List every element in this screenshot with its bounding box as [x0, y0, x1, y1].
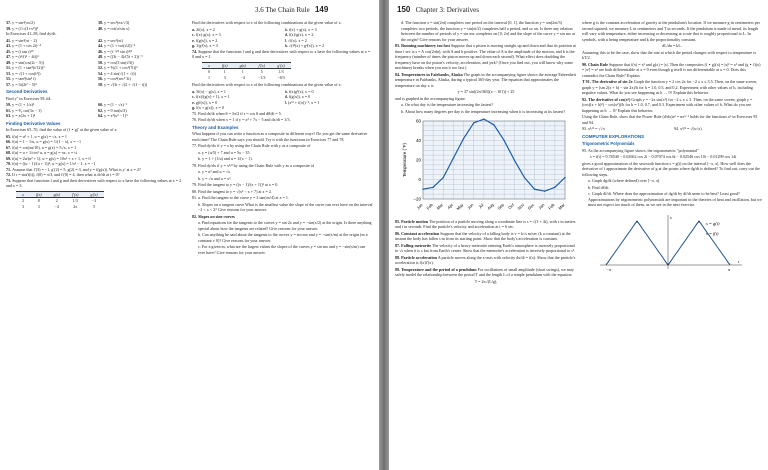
part-item: a. y = u³ and u = √x — [198, 169, 231, 174]
exercise-number: f. — [284, 99, 288, 105]
left-column-1 — [6, 20, 186, 211]
table-cell: 1 — [223, 69, 226, 74]
exercise-number: 38. — [98, 20, 105, 25]
exercise-number: 54. — [98, 70, 105, 76]
y-tick-label: −20 — [413, 196, 421, 202]
exercise-text: f(x) + g(x), x = 3 — [288, 26, 317, 32]
exercise-text: Suppose that functions f and g and their derivatives with respect to x have the following values at x = 2 and x = 3. — [6, 177, 182, 188]
y-tick-label: 60 — [415, 118, 421, 124]
table-cell: −4 — [240, 74, 245, 80]
exercise-text: y = 4 sin(√(1 + √t)) — [104, 70, 136, 76]
exercise-number: 69. — [6, 155, 13, 161]
exercise-text: f(u) = 1 − 1/u, u = g(x) = 1/(1 − x), x = −1 — [12, 139, 82, 144]
x-tick-label: May — [455, 202, 465, 212]
exercise-number: 43. — [6, 43, 13, 48]
data-point — [483, 118, 484, 119]
exercise-number: 55. — [6, 76, 13, 81]
figure-label: s = g(t) — [706, 220, 720, 226]
exercise-title: 90. Chain Rule — [582, 61, 609, 67]
section-heading: COMPUTER EXPLORATIONS — [582, 133, 645, 139]
temperature-chart — [401, 117, 569, 215]
data-point — [534, 189, 535, 190]
left-page — [0, 0, 379, 470]
exercise-text: The graph in the accompanying figure shows the average Fahrenheit temperature in Fairbanks, Alaska, during a typical 365-day year. The equation that approximates the temperature on day x is — [395, 71, 576, 88]
exercise-text: y = √(1 + cos(t²)) — [12, 70, 41, 76]
exercise-text: Suppose that the velocity of a falling body is v = k√s m/sec (k a constant) at the instant the body has fallen s m from its starting point. Show that the body's acceleration is constant. — [395, 230, 571, 241]
exercise-text: y = 9 tan(x/3) — [104, 107, 127, 113]
exercise-text: Assume that f′(3) = −1, g′(2) = 5, g(2) = 3, and y = f(g(x)). What is y′ at x = 2? — [12, 166, 141, 172]
exercise-number: g. — [192, 43, 197, 48]
exercise-item — [98, 113, 186, 119]
table-header: f(x) — [30, 191, 48, 198]
exercise-text: Using the Chain Rule, show that the Power Rule (d/dx)xⁿ = nxⁿ⁻¹ holds for the functions xⁿ in Exercises 93 and 94. — [582, 114, 758, 125]
data-point — [503, 140, 504, 141]
exercise-grid-59 — [6, 102, 186, 119]
exercise-text: y = (t²/(t³ − 4t))³ — [12, 54, 39, 59]
exercise-text: y = 3t(2t² − 5)⁴ — [12, 81, 37, 87]
data-point — [524, 177, 525, 178]
book-gutter — [379, 0, 389, 470]
exercise-title: 83. Running machinery too fast — [395, 43, 450, 48]
left-running-head — [255, 5, 328, 14]
exercise-number: 63. — [6, 113, 13, 118]
exercise-item — [192, 105, 281, 111]
table-cell: 1/3 — [72, 198, 78, 203]
y-tick-label: 20 — [415, 157, 421, 163]
part-item: b. y = 1 + (1/u) and u = 1/(x − 1). — [198, 156, 253, 161]
exercise-text: y = (1 + cot(t/2))⁻² — [104, 43, 136, 48]
exercise-number: 40. — [98, 25, 105, 31]
running-head-text: Chapter 3: Derivatives — [415, 6, 479, 14]
exercise-title: 89. Temperature and the period of a pendulum — [395, 266, 477, 272]
x-tick-label: Feb — [425, 202, 434, 211]
exercise-number: d. — [284, 32, 289, 37]
part-item: a. y = (u/5) + 7 and u = 5x − 35 — [198, 149, 250, 155]
data-point — [564, 177, 565, 178]
exercise-text: f(u) = u + 1/cos² u, u = g(x) = πx, x = ¼ — [12, 150, 78, 155]
exercise-number: 37. — [6, 20, 13, 25]
table-cell: 3 — [37, 203, 40, 209]
exercise-text: f(x)/(g(x) + 1), x = 1 — [195, 94, 230, 99]
exercise-text: y = cot(π/sin x) — [104, 25, 130, 31]
section-heading: Theory and Examples — [192, 124, 239, 130]
table-cell: 3 — [22, 203, 24, 209]
exercise-text: Suppose that the functions f and g and their derivatives with respect to x have the following values at x = 0 and x = 1. — [192, 48, 371, 59]
figure-label: π — [728, 266, 731, 272]
exercise-81b: b. Slopes on a tangent curve What is the smallest value the slope of the curve can ever have on the interval −2 < x < 2? Give reasons for your answer. — [198, 201, 373, 212]
exercise-number: 73. — [6, 177, 13, 183]
exercise-item — [98, 82, 186, 88]
page-number: 149 — [314, 5, 329, 14]
table-cell: 1 — [208, 74, 210, 80]
exercise-number: a. — [192, 26, 197, 32]
exercise-74 — [192, 49, 373, 60]
exercise-77: 77. Find dy/dx if y = x by using the Chain Rule with y as a composite of — [192, 143, 311, 148]
section-heading: Finding Derivative Values — [6, 120, 61, 126]
exercise-text: f(u) = u⁵ + 1, u = g(x) = √x, x = 1 — [12, 133, 67, 139]
data-point — [422, 189, 423, 190]
values-table — [16, 191, 104, 210]
exercise-82: 82. Slopes on sine curves — [192, 213, 235, 219]
exercise-text: Assuming this to be the case, show that the rate at which the period changes with respect to temperature is kT/2. — [582, 49, 756, 60]
exercise-item — [6, 113, 94, 119]
data-point — [463, 138, 464, 139]
exercise-text: f(x + g(x)), x = 0 — [196, 105, 224, 110]
right-column-2 — [582, 20, 762, 274]
values-table — [202, 62, 291, 81]
page-number: 150 — [397, 5, 411, 14]
parts-list — [588, 178, 762, 208]
x-tick-label: Aug — [486, 202, 495, 211]
part-item: c. Graph df/dt. Where does the approximation of dg/dt by df/dt seem to be best? Least good? Approximations by trigonometric polynomials are important in the theories of heat and oscillation, but we must not expect too much of them, as we see in the next exercise. — [588, 191, 762, 207]
data-point — [544, 191, 545, 192]
exercise-title: 92. The derivative of cos(x²) — [582, 96, 631, 102]
exercise-text: f(g(x)), x = 2 — [195, 37, 218, 43]
intro-59: Find y″ in Exercises 59–64. — [6, 95, 52, 101]
exercise-number: 65. — [6, 133, 13, 139]
exercise-title: 87. Falling meteorite — [395, 242, 432, 248]
table-header: f′(x) — [66, 191, 84, 198]
exercise-text: y = sin²(πx/2) — [12, 20, 35, 25]
exercise-number: e. — [192, 99, 196, 105]
table-cell: 0 — [208, 69, 210, 74]
running-head-text: 3.6 The Chain Rule — [255, 6, 310, 14]
parts-list — [198, 169, 373, 181]
part-item: c. For a given m, what are the largest values the slopes of the curves y = sin mx and y = −sin(x/m) can ever have? Give reasons for your answer. — [198, 244, 366, 255]
x-tick-label: Jul — [477, 202, 485, 210]
exercise-number: 50. — [98, 59, 105, 65]
exercise-text: y = (t⁻³/⁴ sin t)⁴/³ — [104, 48, 133, 54]
x-tick-label: Jan — [415, 202, 424, 211]
exercise-number: 68. — [6, 150, 13, 155]
table-header: g(x) — [48, 191, 66, 198]
exercise-grid-93 — [582, 126, 762, 132]
exercise-text: y = (1 + tan⁴(t/12))³ — [12, 65, 45, 70]
figure-label: s = f(t) — [706, 230, 719, 236]
exercise-text: f(u) = 2u/(u² + 1), u = g(x) = 10x² + x + 1, x = 0 — [12, 155, 91, 161]
exercise-text: y = cos⁴(sec² 3t) — [104, 76, 131, 81]
subsection-heading: Trigonometric Polynomials — [582, 141, 635, 146]
exercise-item — [6, 82, 94, 88]
table-cell: 8 — [37, 198, 40, 203]
data-point — [493, 124, 494, 125]
exercise-number: 66. — [6, 139, 13, 144]
exercise-text: Graph y = −2x sin(x²) for −2 ≤ x ≤ 3. Then, on the same screen, graph y = (cos((x + h)²) − cos(x²))/h for h = 1.0, 0.7, and 0.3. Experiment with other values of h. What do you see happening as h → 0? Explain this behavior. — [582, 96, 753, 113]
table-header: g(x) — [234, 62, 252, 69]
exercise-text: y = √(3t + √(2 + √(1 − t))) — [104, 81, 147, 87]
part-item: a. On what day is the temperature increasing the fastest? — [401, 102, 494, 107]
table-header: g′(x) — [271, 62, 290, 69]
data-point — [453, 157, 454, 158]
exercise-number: 72. — [6, 172, 13, 177]
x-tick-label: Mar — [557, 202, 566, 211]
exercise-76: 76. Find dy/dt when x = 1 if y = x² + 7x − 5 and dx/dt = 1/3. — [192, 117, 291, 122]
table-cell: −1/3 — [258, 74, 266, 80]
exercise-number: 52. — [98, 65, 105, 70]
exercise-text: f(x)·g(x), x = 3 — [195, 32, 221, 37]
right-page — [389, 0, 768, 470]
table-cell: 2π — [73, 203, 78, 209]
exercise-number: 71. — [6, 166, 13, 172]
table-cell: 1/3 — [278, 69, 284, 74]
part-item: b. Can anything be said about the tangents to the curves y = sin mx and y = −sin(x/m) at the origin (m a constant ≠ 0)? Give reasons for your answer. — [198, 232, 368, 243]
table-cell: 2 — [22, 198, 24, 203]
equation: dL/du = kL. — [662, 43, 682, 48]
exercise-text: y = tan²(sin³ t) — [12, 76, 36, 81]
exercise-text: y = (1 + cos 2t)⁻⁴ — [12, 43, 41, 48]
data-point — [432, 187, 433, 188]
x-tick-label: Mar — [435, 202, 444, 211]
exercise-item — [6, 178, 186, 189]
x-tick-label: Apr — [446, 202, 455, 211]
figure-label: s — [670, 214, 672, 220]
intro-41: In Exercises 41–58, find dy/dt. — [6, 31, 57, 36]
exercise-number: c. — [192, 32, 196, 37]
exercise-82d: d. The function x = sin(2πt) completes one period on the interval [0, 1], the function y = sin(2πt/3) completes two periods, the function y = sin(πt/2) completes half a period, and so on. Is there any relation between the number of periods of y = sin mx completes on [0, 2π] and the slope of the curve y = sin mx at the origin? Give reasons for your answer. — [401, 20, 575, 42]
exercise-number: 44. — [98, 43, 105, 48]
exercise-number: 48. — [98, 54, 105, 59]
exercise-number: 57. — [6, 81, 13, 87]
table-cell: 2 — [55, 198, 58, 203]
part-item: b. Find df/dt. — [588, 184, 610, 190]
exercise-number: h. — [284, 43, 289, 48]
intro-65: In Exercises 65–70, find the value of (f ∘ g)′ at the given value of x. — [6, 127, 118, 132]
exercise-number: 47. — [6, 54, 13, 59]
exercise-number: c. — [192, 94, 196, 99]
equation: y = 37 sin[(2π/365)(x − 101)] + 25 — [457, 89, 515, 94]
exercise-number: 64. — [98, 113, 105, 118]
exercise-text: y = x(2x + 1)⁴ — [12, 113, 36, 118]
exercise-text: The velocity of a heavy meteorite entering Earth's atmosphere is inversely proportional to √s when it is s km from Earth's center. Show that the meteorite's acceleration is inversely proportional to s². — [395, 242, 576, 253]
exercise-number: 70. — [6, 161, 13, 166]
exercise-number: b. — [284, 26, 289, 32]
exercise-text: gives a good approximation of the sawtooth function s = g(t) on the interval [−π, π]. How well does the derivative of f approximate the derivative of g at the points where dg/dt is defined? To find out, carry out the following steps. — [582, 160, 760, 177]
table-header: x — [202, 62, 216, 69]
table-cell: 1 — [241, 69, 244, 74]
exercise-number: a. — [192, 88, 197, 94]
exercise-number: b. — [284, 88, 289, 94]
table-row — [202, 75, 291, 81]
parts-list — [401, 102, 577, 114]
exercise-80: 80. Find the tangent to y = √(x² − x + 7) at x = 2. — [192, 188, 272, 194]
exercise-94: 94. x³/⁴ = √(x√x) — [674, 126, 702, 131]
exercise-text: For oscillations of small amplitude (short swings), we may safely model the relationship between the period T and the length L of a simple pendulum with the equation — [395, 266, 574, 277]
table-header: x — [16, 191, 30, 198]
exercise-text: (x¹¹ + f(x))⁻², x = 1 — [287, 99, 320, 105]
data-point — [514, 159, 515, 160]
exercise-text: Graph the function y = 2 cos 2x for −2 ≤ x ≤ 3.5. Then, on the same screen, graph y = (sin 2(x + h) − sin 2x)/h for h = 1.0, 0.5, and 0.2. Experiment with other values of h, including negative values. What do you see happening as h → 0? Explain this behavior. — [582, 79, 758, 95]
exercise-75: 75. Find ds/dt when θ = 3π/2 if s = cos θ and dθ/dt = 5. — [192, 110, 282, 116]
part-item: b. y = √u and u = x³. — [198, 175, 232, 181]
exercise-number: 74. — [192, 48, 199, 54]
exercise-number: 49. — [6, 59, 13, 65]
table-cell: 5 — [260, 69, 263, 74]
data-point — [473, 122, 474, 123]
section-heading: Second Derivatives — [6, 89, 48, 94]
exercise-number: e. — [192, 37, 196, 43]
intro-text: Find the derivatives with respect to x of the following combinations at the given value of x. — [192, 20, 342, 25]
x-tick-label: Sep — [496, 202, 505, 211]
x-tick-label: Dec — [526, 202, 536, 211]
exercise-text: f(x)/g(x), x = 2 — [288, 32, 314, 37]
part-item: a. Graph dg/dt (where defined) over [−π, π]. — [588, 178, 661, 183]
theory-text: What happens if you can write a function as a composite in different ways? Do you get the same derivative each time? The Chain Rule says you should. Try it with the functions in Exercises 77 and 78. — [192, 131, 368, 142]
table-header: g′(x) — [84, 191, 103, 198]
exercise-text: Suppose that f(x) = x² and g(x) = |x|. Then the composites (f ∘ g)(x) = |x|² = x² and (g ∘ f)(x) = |x²| = x² are both differentiable at x = 0 even though g itself is not differentiable at x = 0. Does this contradict the Chain Rule? Explain. — [582, 61, 761, 78]
exercise-text: 2f(x), x = 2 — [196, 26, 215, 32]
table-header: f(x) — [216, 62, 234, 69]
exercise-text: f(u) = cot(πu/10), u = g(x) = 5√x, x = 1 — [12, 144, 77, 150]
parts-list — [198, 220, 373, 255]
table-row — [16, 204, 104, 210]
exercise-number: 62. — [98, 107, 105, 113]
parts-list — [192, 27, 373, 49]
table-cell: −3 — [91, 198, 97, 203]
part-item: a. Find equations for the tangents to the curves y = sin 2x and y = −sin(x/2) at the origin. Is there anything special about how the tangents are related? Give reasons for your answer. — [198, 220, 372, 231]
exercise-number: 61. — [6, 107, 13, 113]
table-cell: −4 — [54, 203, 59, 209]
exercise-text: y = ⅙(1 + cos²(7t))³ — [104, 65, 138, 70]
exercise-79: 79. Find the tangent to y = ((x − 1)/(x + 1))² at x = 0. — [192, 182, 279, 187]
exercise-text: √(f²(x) + g²(x)), x = 2 — [288, 43, 325, 48]
exercise-text: y = sec²(πx/√3) — [104, 20, 130, 25]
exercise-text: √f(x), x = 2 — [287, 37, 307, 43]
equation: T = 2π√(L/g), — [474, 278, 498, 284]
exercise-number: 45. — [6, 48, 13, 54]
exercise-text: 5f(x) − g(x), x = 1 — [196, 88, 226, 94]
exercise-number: 58. — [98, 81, 105, 87]
exercise-93: 93. x¹/⁴ = √√x — [582, 126, 605, 131]
exercise-title: 84. Temperatures in Fairbanks, Alaska — [395, 71, 463, 77]
exercise-text: y = (t tan t)¹⁰ — [12, 48, 34, 54]
exercise-text: y = (1 − √x)⁻¹ — [104, 102, 128, 107]
part-item: b. About how many degrees per day is the temperature increasing when it is increasing at its fastest? — [401, 108, 566, 114]
exercise-text: y = sec²(πt) — [104, 37, 123, 43]
exercise-text: y = (1/√(1+x²))³ — [12, 25, 39, 31]
figure-label: −π — [606, 266, 612, 272]
table-header: f′(x) — [252, 62, 271, 69]
exercise-text: f(x)g³(x), x = 0 — [288, 88, 314, 94]
exercise-text: y = cos(5 sin(t/3)) — [104, 59, 134, 65]
exercise-text: A particle moves along the x-axis with velocity dx/dt = f(x). Show that the particle's acceleration is f(x)f′(x). — [395, 254, 576, 265]
data-point — [554, 187, 555, 188]
table-cell: 3 — [223, 74, 226, 80]
table-cell: −8/3 — [277, 74, 285, 80]
exercise-number: 42. — [98, 37, 105, 43]
y-tick-label: 40 — [415, 138, 421, 143]
x-tick-label: Feb — [547, 202, 556, 211]
exercise-text: 1/g²(x), x = 3 — [196, 43, 218, 48]
exercise-title: 88. Particle acceleration — [395, 254, 437, 260]
exercise-text: y = sin²(πt − 2) — [12, 37, 37, 43]
exercise-number: d. — [284, 94, 289, 99]
x-tick-label: Oct — [507, 202, 515, 211]
x-tick-label: Jun — [466, 202, 475, 211]
exercise-number: 41. — [6, 37, 13, 43]
exercise-text: y = (1 + 1/x)³ — [12, 102, 35, 107]
exercise-text: y = ⅟₉ cot(3x − 1) — [12, 107, 42, 113]
exercise-number: g. — [192, 105, 197, 110]
figure-label: t — [738, 258, 740, 264]
exercise-grid-41 — [6, 38, 186, 88]
exercise-text: The position of a particle moving along a coordinate line is s = √(1 + 4t), with s in meters and t in seconds. Find the particle's velocity and acceleration at t = 6 sec. — [395, 218, 576, 229]
table-cell: 5 — [93, 203, 96, 209]
sawtooth-figure — [596, 211, 746, 273]
exercise-number: 46. — [98, 48, 105, 54]
exercise-text: Suppose that a piston is moving straight up and down and that its position at time t sec is s = A cos(2πbt), with A and b positive. The value of A is the amplitude of the motion, and b is the frequency (number of times the piston moves up and down each second). What effect does doubling the frequency have on the piston's velocity, acceleration, and jerk? (Once you find out, you will know why some machinery breaks when you run it too fast.) — [395, 43, 576, 70]
exercise-81: 81. a. Find the tangent to the curve y = 2 tan(πx/4) at x = 1. — [192, 195, 289, 200]
exercise-number: 56. — [98, 76, 105, 81]
exercise-number: 67. — [6, 144, 13, 150]
exercise-grid-37 — [6, 20, 186, 31]
parts-list — [192, 89, 373, 111]
exercise-title: 85. Particle motion — [395, 218, 429, 224]
data-point — [443, 177, 444, 178]
left-column-2 — [192, 20, 373, 256]
exercise-text: f(g(x)), x = 0 — [288, 94, 311, 99]
exercise-number: 60. — [98, 102, 105, 107]
exercise-number: 53. — [6, 70, 13, 76]
exercise-list-65 — [6, 134, 186, 189]
parts-list — [198, 150, 373, 162]
exercise-text: y = ((3t − 4)/(5t + 2))⁻⁵ — [104, 54, 143, 59]
right-running-head — [397, 5, 479, 14]
exercise-text: where g is the constant acceleration of gravity at the pendulum's location. If we measure g in centimeters per second squared, we measure L in centimeters and T in seconds. If the pendulum is made of metal, its length will vary with temperature, either increasing or decreasing at a rate that is roughly proportional to L. In symbols, with u being temperature and k the proportionality constant, — [582, 20, 760, 42]
exercise-95: 95. As the accompanying figure shows, the trigonometric "polynomial" — [582, 147, 699, 153]
exercise-title: 86. Constant acceleration — [395, 230, 440, 236]
exercise-78: 78. Find dy/dx if y = x³/² by using the Chain Rule with y as a composite of — [192, 162, 315, 168]
y-axis-label: Temperature (°F) — [402, 142, 407, 178]
exercise-text: and is graphed in the accompanying figure. — [395, 95, 466, 101]
exercise-text: y = sin(cos(2t − 5)) — [12, 59, 44, 65]
exercise-item — [285, 100, 374, 106]
x-tick-label: Jan — [537, 202, 546, 211]
intro-text: Find the derivatives with respect to x of the following combinations at the given value of x. — [192, 82, 342, 87]
exercise-number: f. — [284, 37, 288, 43]
exercise-item — [98, 26, 186, 32]
exercise-text: f(u) = ((u − 1)/(u + 1))², u = g(x) = 1/x² − 1, x = −1 — [12, 161, 96, 166]
exercise-title: T 91. The derivative of sin 2x — [582, 79, 633, 84]
y-tick-label: 0 — [418, 177, 421, 182]
equation: s = f(t) = 0.78540 − 0.63662 cos 2t − 0.07074 cos 6t − 0.02546 cos 10t − 0.01299 cos 14t — [590, 154, 737, 159]
exercise-text: y = x²(x³ − 1)⁵ — [104, 113, 128, 118]
exercise-number: 59. — [6, 102, 13, 107]
exercise-text: If r = sin(f(t)), f(0) = π/3, and f′(0) = 4, then what is dr/dt at t = 0? — [12, 172, 120, 177]
right-column-1 — [395, 20, 577, 285]
x-tick-label: Nov — [516, 202, 526, 211]
exercise-text: g(f(x)), x = 0 — [195, 99, 218, 105]
exercise-number: 51. — [6, 65, 13, 70]
exercise-number: 39. — [6, 25, 13, 31]
